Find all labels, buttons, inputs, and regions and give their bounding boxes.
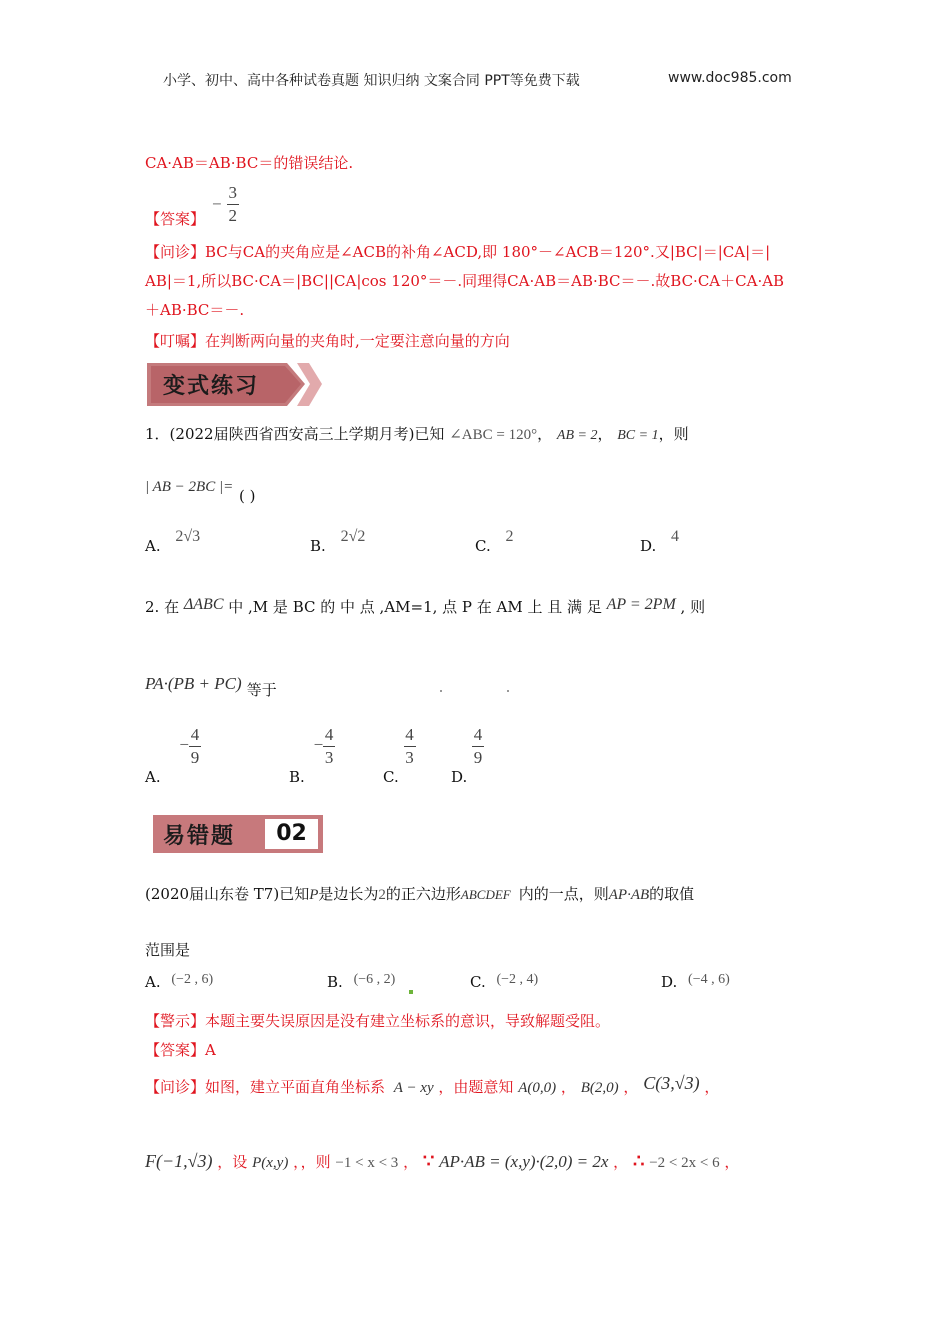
q1-option-c[interactable]: C. 2 [475,528,514,555]
banner2-number: 02 [265,819,318,849]
answer1-label: 【答案】 [145,210,206,228]
banner2-title: 易错题 [163,823,236,849]
section-banner-variant-practice [147,363,322,406]
q2-expression: PA·(PB + PC) 等于 [145,674,277,699]
q1-option-a[interactable]: A. 2√3 [145,528,201,555]
stray-dot [440,690,442,692]
q2-option-a[interactable]: A. − $\frac{4}{9}$ [145,725,200,787]
q3-option-b[interactable]: B. (−6 , 2) [327,972,396,991]
diag2-line1: 【问诊】如图，建立平面直角坐标系 A − xy ，由题意知 A(0,0) ， B(2,0) ， C(3,√3) ， [145,1073,720,1096]
q1-option-d[interactable]: D. 4 [640,528,680,555]
header-text: 小学、初中、高中各种试卷真题 知识归纳 文案合同 PPT等免费下载 [163,73,580,89]
q3-stem-line2: 范围是 [145,941,191,959]
q2-option-d[interactable]: D. $\frac{4}{9}$ [451,725,483,787]
remind-line: 【叮嘱】在判断两向量的夹角时,一定要注意向量的方向 [145,332,510,350]
q2-option-c[interactable]: C. $\frac{4}{3}$ [383,725,414,787]
warning-line: 【警示】本题主要失误原因是没有建立坐标系的意识，导致解题受阻。 [145,1012,611,1030]
stray-mark [409,990,413,994]
diag2-line2: F(−1,√3) ，设 P(x,y) ，，则 −1 < x < 3 ， ∵ AP·AB = (x,y)·(2,0) = 2x ， ∴ −2 < 2x < 6 ， [145,1151,740,1172]
answer1-fraction: − $\frac{3}{2}$ [212,183,237,225]
header-site-link[interactable]: www.doc985.com [668,70,792,86]
q3-option-c[interactable]: C. (−2 , 4) [470,972,539,991]
answer2-line: 【答案】A [145,1041,216,1059]
q2-option-b[interactable]: B. − $\frac{4}{3}$ [289,725,334,787]
q3-stem: (2020届山东卷 T7)已知P是边长为2的正六边形ABCDEF 内的一点，则AP·AB的取值 [145,885,695,903]
diag1-line1: 【问诊】BC与CA的夹角应是∠ACB的补角∠ACD,即 180°－∠ACB＝120°.又|BC|＝|CA|＝| [145,243,771,261]
q1-stem: 1．(2022届陕西省西安高三上学期月考)已知 ∠ABC = 120°， AB = 2， BC = 1，则 [145,425,689,443]
diag1-line3: ＋AB·BC＝－. [145,301,245,319]
section-banner-error-prone [153,815,323,853]
intro-line: CA·AB＝AB·BC＝的错误结论. [145,154,354,172]
banner1-title: 变式练习 [163,373,260,399]
q3-option-a[interactable]: A. (−2 , 6) [145,972,214,991]
diag1-line2: AB|＝1,所以BC·CA＝|BC||CA|cos 120°＝－.同理得CA·AB＝AB·BC＝－.故BC·CA＋CA·AB [145,272,785,290]
q1-option-b[interactable]: B. 2√2 [310,528,366,555]
q1-expression: | AB − 2BC |= [145,479,234,495]
stray-dot [507,690,509,692]
q1-answer-paren: ( ) [239,487,256,505]
q2-stem: 2. 在 ΔABC 中 ,M 是 BC 的 中 点 ,AM=1, 点 P 在 AM 上 且 满 足 AP = 2PM , 则 [145,596,706,616]
q3-option-d[interactable]: D. (−4 , 6) [661,972,730,991]
